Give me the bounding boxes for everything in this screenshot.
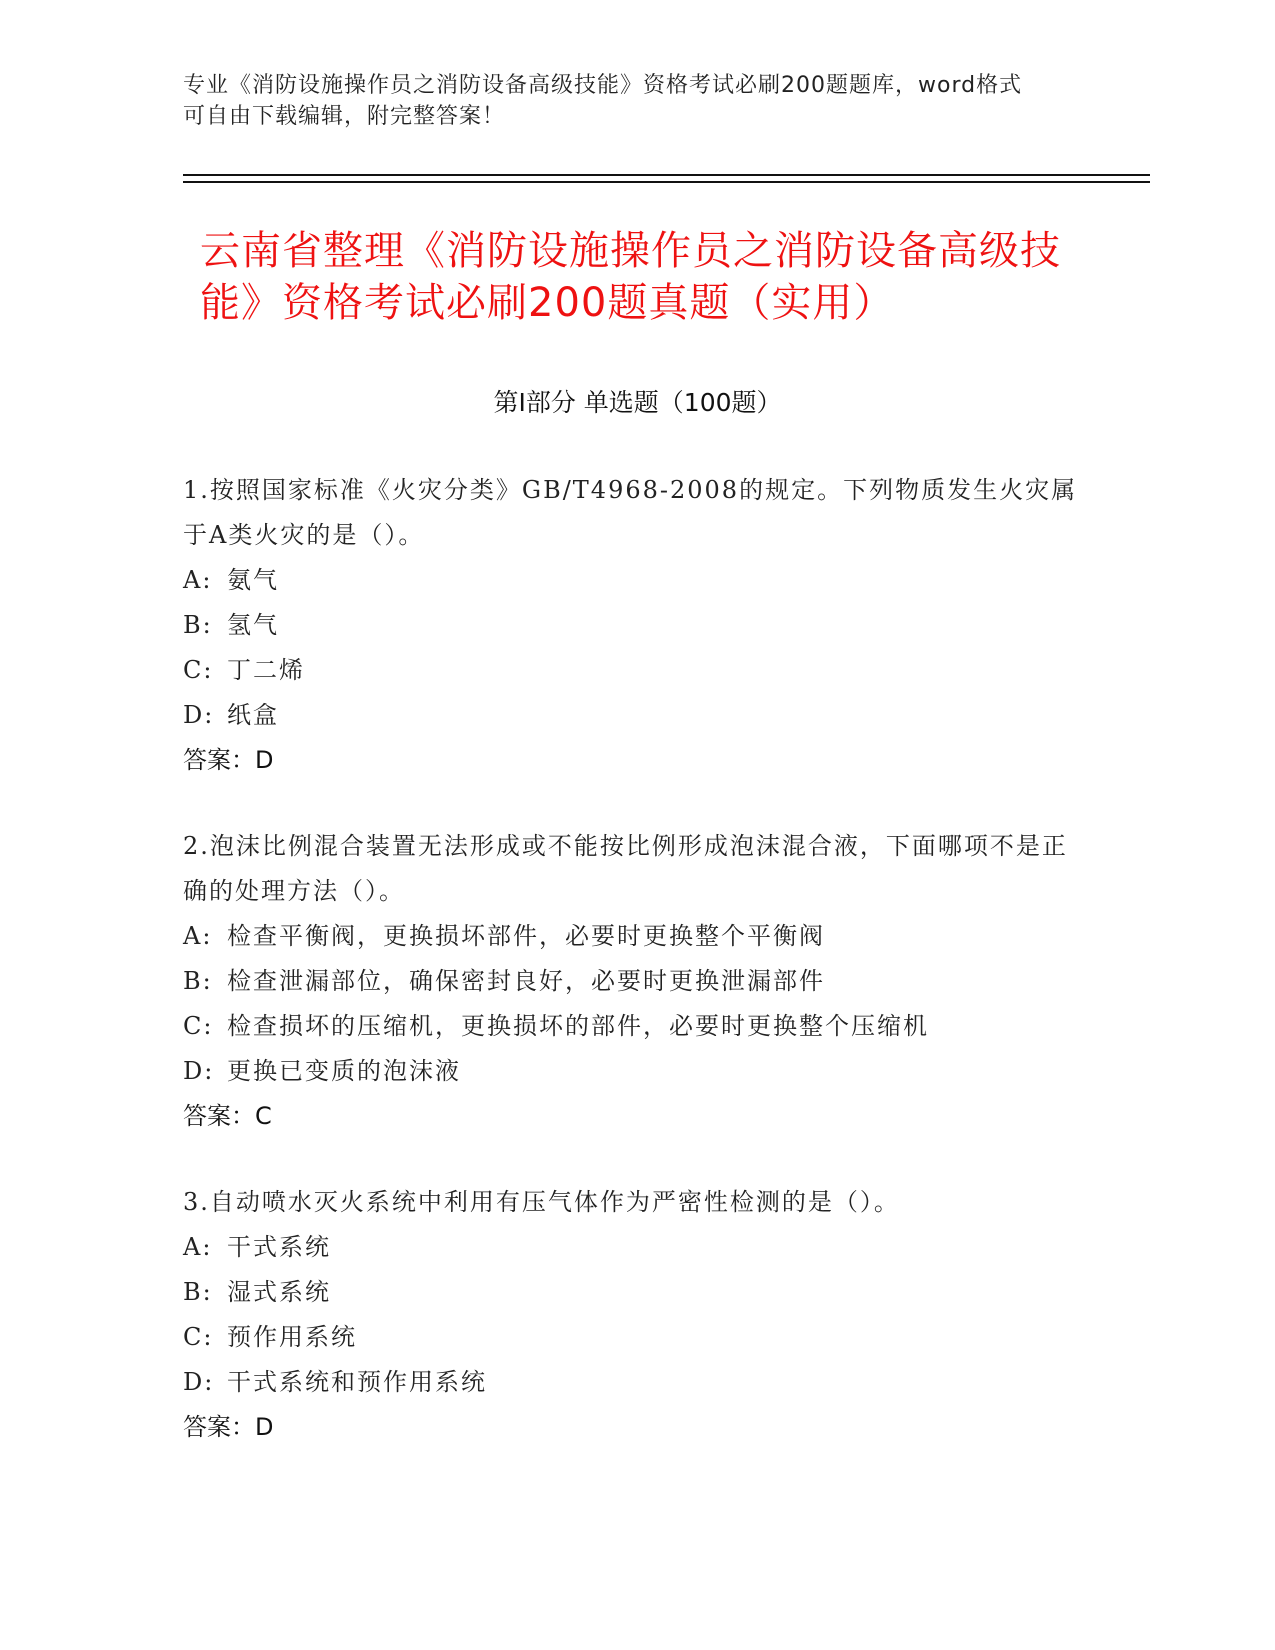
question-stem: 1.按照国家标准《火灾分类》GB/T4968-2008的规定。下列物质发生火灾属于A类火灾的是（）。 xyxy=(183,476,1078,549)
question-list xyxy=(183,468,1083,1491)
answer-value: C xyxy=(255,1102,272,1130)
question-2 xyxy=(183,824,1083,1139)
document-title: 云南省整理《消防设施操作员之消防设备高级技能》资格考试必刷200题真题（实用） xyxy=(200,228,1061,326)
option-text: 干式系统和预作用系统 xyxy=(227,1368,487,1396)
option-a xyxy=(183,1225,1083,1270)
option-text: 氨气 xyxy=(227,566,279,594)
option-c xyxy=(183,648,1083,693)
option-key: C: xyxy=(183,656,214,684)
option-text: 氢气 xyxy=(227,611,279,639)
option-d xyxy=(183,1049,1083,1094)
option-key: A: xyxy=(183,1233,213,1261)
option-b xyxy=(183,959,1083,1004)
option-key: D: xyxy=(183,1057,215,1085)
option-a xyxy=(183,558,1083,603)
option-text: 检查损坏的压缩机，更换损坏的部件，必要时更换整个压缩机 xyxy=(227,1012,929,1040)
question-stem: 3.自动喷水灭火系统中利用有压气体作为严密性检测的是（）。 xyxy=(183,1188,900,1216)
section-heading: 第I部分 单选题（100题） xyxy=(493,388,782,417)
option-a xyxy=(183,914,1083,959)
option-key: A: xyxy=(183,566,213,594)
option-c xyxy=(183,1004,1083,1049)
option-key: A: xyxy=(183,922,213,950)
option-text: 检查泄漏部位，确保密封良好，必要时更换泄漏部件 xyxy=(227,967,825,995)
question-3 xyxy=(183,1180,1083,1450)
option-text: 湿式系统 xyxy=(227,1278,331,1306)
option-key: C: xyxy=(183,1012,214,1040)
header-rule-top xyxy=(183,174,1150,176)
option-key: B: xyxy=(183,1278,213,1306)
header-rule-bottom xyxy=(183,181,1150,183)
option-d xyxy=(183,1360,1083,1405)
option-text: 检查平衡阀，更换损坏部件，必要时更换整个平衡阀 xyxy=(227,922,825,950)
option-b xyxy=(183,1270,1083,1315)
question-1 xyxy=(183,468,1083,783)
option-key: D: xyxy=(183,701,215,729)
option-key: D: xyxy=(183,1368,215,1396)
option-key: B: xyxy=(183,611,213,639)
option-text: 丁二烯 xyxy=(227,656,305,684)
answer-value: D xyxy=(255,746,274,774)
answer-label: 答案： xyxy=(183,746,255,774)
question-stem: 2.泡沫比例混合装置无法形成或不能按比例形成泡沫混合液，下面哪项不是正确的处理方法（）。 xyxy=(183,832,1068,905)
answer-line xyxy=(183,738,1083,783)
option-key: C: xyxy=(183,1323,214,1351)
answer-line xyxy=(183,1405,1083,1450)
option-c xyxy=(183,1315,1083,1360)
option-text: 更换已变质的泡沫液 xyxy=(227,1057,461,1085)
answer-line xyxy=(183,1094,1083,1139)
option-text: 干式系统 xyxy=(227,1233,331,1261)
option-text: 纸盒 xyxy=(227,701,279,729)
answer-value: D xyxy=(255,1413,274,1441)
option-d xyxy=(183,693,1083,738)
answer-label: 答案： xyxy=(183,1102,255,1130)
option-text: 预作用系统 xyxy=(227,1323,357,1351)
option-key: B: xyxy=(183,967,213,995)
header-note: 专业《消防设施操作员之消防设备高级技能》资格考试必刷200题题库，word格式可自由下载编辑，附完整答案！ xyxy=(183,73,1023,129)
answer-label: 答案： xyxy=(183,1413,255,1441)
option-b xyxy=(183,603,1083,648)
